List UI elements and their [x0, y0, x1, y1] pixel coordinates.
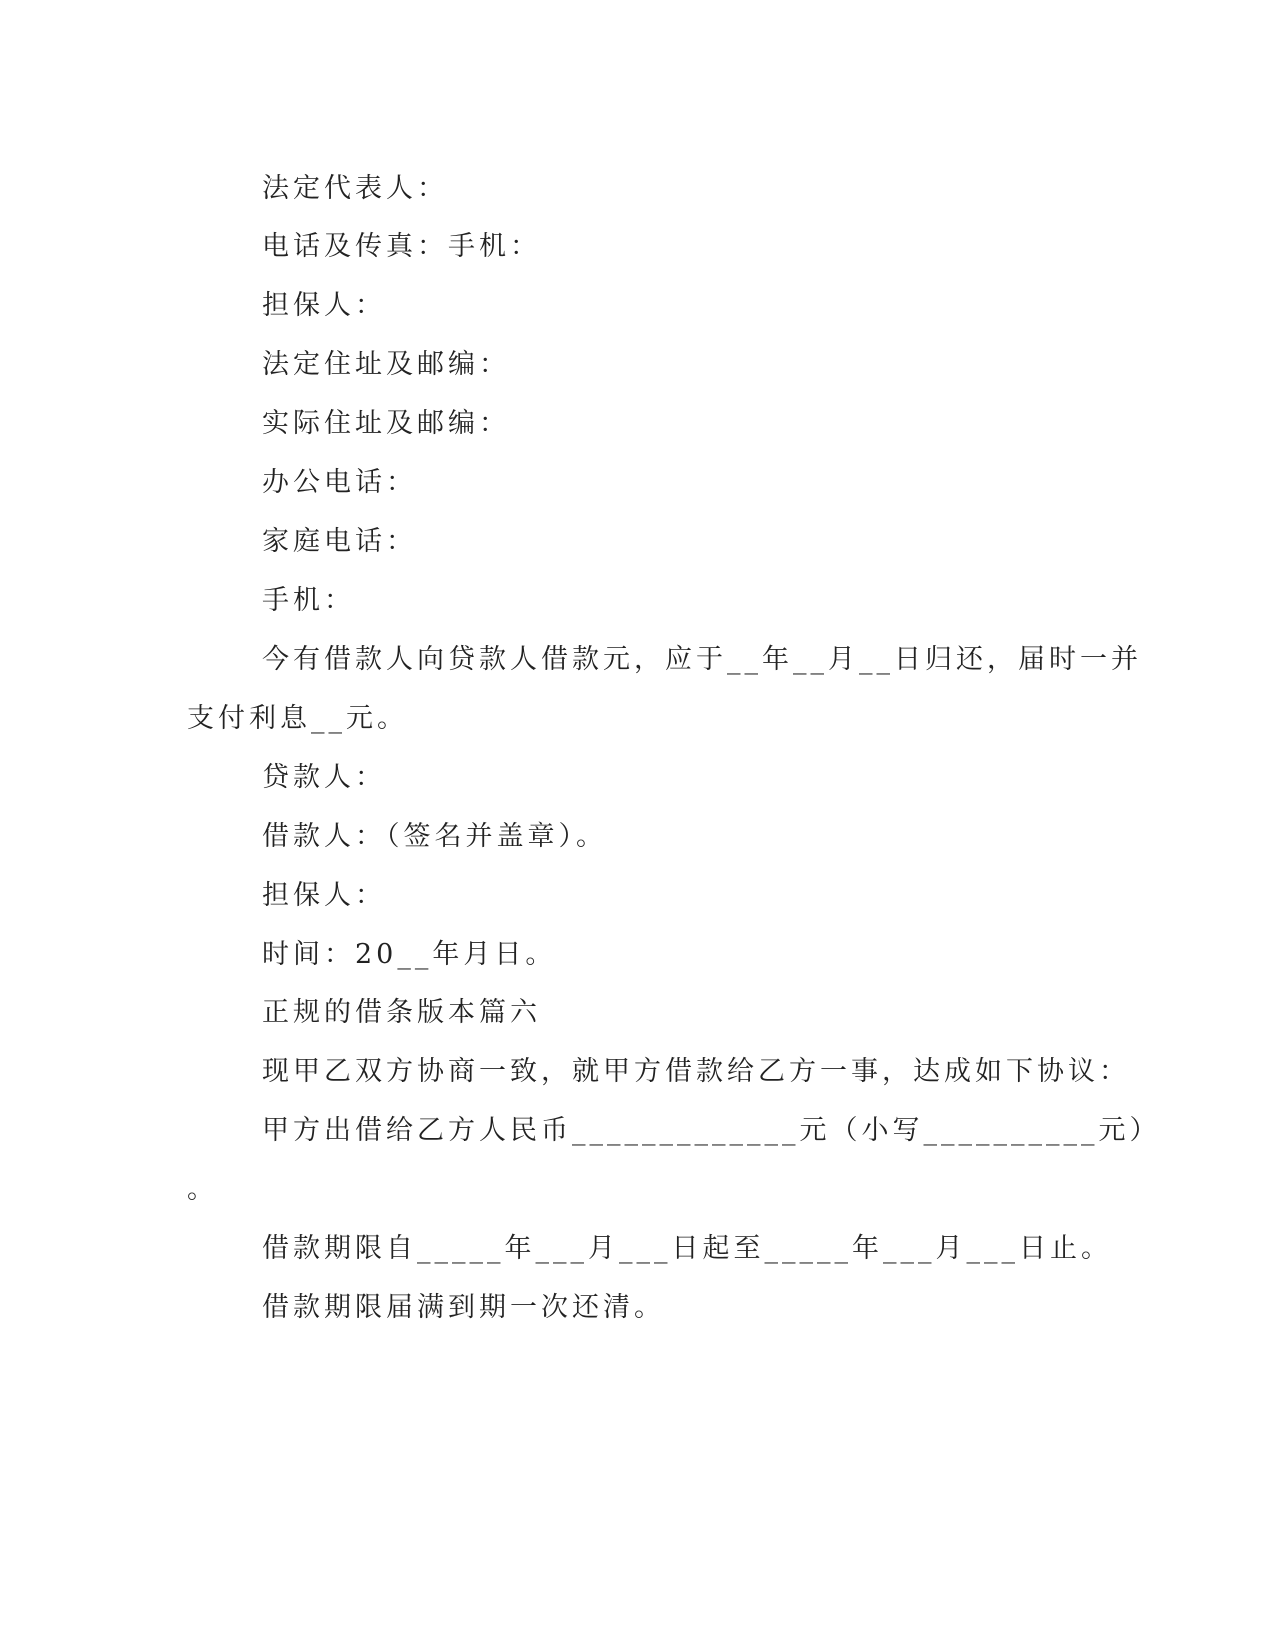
phone-fax-line: 电话及传真：手机： — [262, 231, 541, 262]
lender-line: 贷款人： — [262, 762, 386, 793]
loan-amount-period-line: 。 — [187, 1174, 218, 1205]
home-phone-line: 家庭电话： — [262, 526, 417, 557]
guarantor-line: 担保人： — [262, 290, 386, 321]
loan-term-line: 借款期限自_____年___月___日起至_____年___月___日止。 — [262, 1233, 1112, 1264]
loan-statement-line-1: 今有借款人向贷款人借款元，应于__年__月__日归还，届时一并 — [262, 644, 1142, 675]
loan-statement-line-2: 支付利息__元。 — [187, 703, 408, 734]
agreement-intro-line: 现甲乙双方协商一致，就甲方借款给乙方一事，达成如下协议： — [262, 1056, 1130, 1087]
mobile-phone-line: 手机： — [262, 585, 355, 616]
guarantor-signature-line: 担保人： — [262, 880, 386, 911]
section-heading: 正规的借条版本篇六 — [262, 997, 541, 1028]
date-line: 时间：20__年月日。 — [262, 939, 557, 970]
borrower-signature-line: 借款人：（签名并盖章）。 — [262, 821, 607, 852]
legal-representative-line: 法定代表人： — [262, 173, 448, 204]
legal-address-line: 法定住址及邮编： — [262, 349, 510, 380]
actual-address-line: 实际住址及邮编： — [262, 408, 510, 439]
office-phone-line: 办公电话： — [262, 467, 417, 498]
repayment-line: 借款期限届满到期一次还清。 — [262, 1292, 665, 1323]
loan-amount-line: 甲方出借给乙方人民币_____________元（小写__________元） — [262, 1115, 1161, 1146]
